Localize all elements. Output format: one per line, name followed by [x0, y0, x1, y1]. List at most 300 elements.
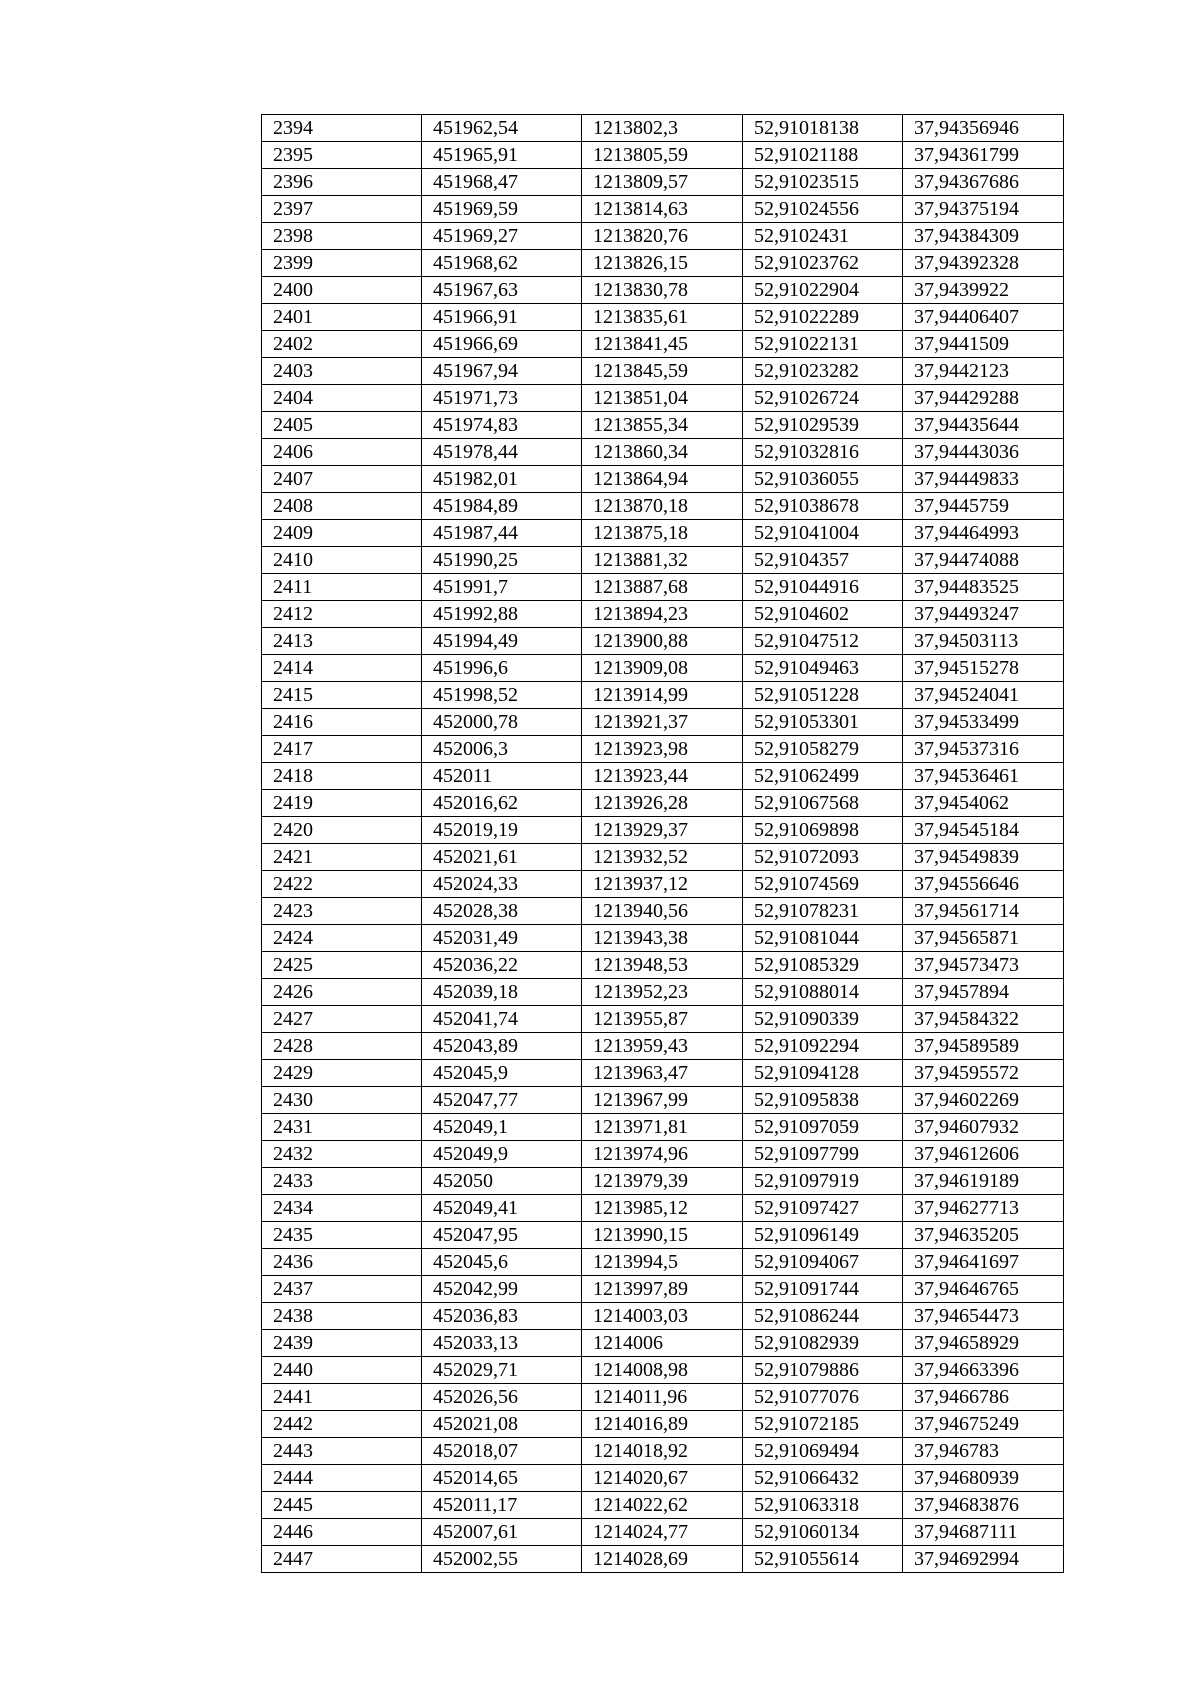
latitude-cell: 52,91053301 [743, 709, 903, 736]
longitude-cell: 37,94384309 [903, 223, 1064, 250]
longitude-cell: 37,94515278 [903, 655, 1064, 682]
table-row [262, 817, 1064, 844]
point-number-cell: 2446 [262, 1519, 422, 1546]
longitude-cell: 37,94537316 [903, 736, 1064, 763]
point-number-cell: 2396 [262, 169, 422, 196]
latitude-cell: 52,91094128 [743, 1060, 903, 1087]
longitude-cell: 37,94565871 [903, 925, 1064, 952]
x-coordinate-cell: 452029,71 [422, 1357, 582, 1384]
x-coordinate-cell: 452045,6 [422, 1249, 582, 1276]
y-coordinate-cell: 1213955,87 [582, 1006, 743, 1033]
longitude-cell: 37,94556646 [903, 871, 1064, 898]
y-coordinate-cell: 1213909,08 [582, 655, 743, 682]
latitude-cell: 52,91096149 [743, 1222, 903, 1249]
y-coordinate-cell: 1213923,98 [582, 736, 743, 763]
table-row [262, 1384, 1064, 1411]
x-coordinate-cell: 452002,55 [422, 1546, 582, 1573]
latitude-cell: 52,91049463 [743, 655, 903, 682]
y-coordinate-cell: 1213894,23 [582, 601, 743, 628]
latitude-cell: 52,91091744 [743, 1276, 903, 1303]
table-row [262, 1276, 1064, 1303]
table-row [262, 790, 1064, 817]
longitude-cell: 37,94619189 [903, 1168, 1064, 1195]
point-number-cell: 2417 [262, 736, 422, 763]
y-coordinate-cell: 1213914,99 [582, 682, 743, 709]
point-number-cell: 2427 [262, 1006, 422, 1033]
x-coordinate-cell: 451992,88 [422, 601, 582, 628]
x-coordinate-cell: 452016,62 [422, 790, 582, 817]
y-coordinate-cell: 1213809,57 [582, 169, 743, 196]
point-number-cell: 2394 [262, 115, 422, 142]
latitude-cell: 52,91029539 [743, 412, 903, 439]
y-coordinate-cell: 1213929,37 [582, 817, 743, 844]
point-number-cell: 2397 [262, 196, 422, 223]
y-coordinate-cell: 1213974,96 [582, 1141, 743, 1168]
x-coordinate-cell: 452049,1 [422, 1114, 582, 1141]
table-row [262, 1195, 1064, 1222]
longitude-cell: 37,94687111 [903, 1519, 1064, 1546]
latitude-cell: 52,91060134 [743, 1519, 903, 1546]
y-coordinate-cell: 1214011,96 [582, 1384, 743, 1411]
y-coordinate-cell: 1213979,39 [582, 1168, 743, 1195]
latitude-cell: 52,91078231 [743, 898, 903, 925]
y-coordinate-cell: 1213940,56 [582, 898, 743, 925]
longitude-cell: 37,94658929 [903, 1330, 1064, 1357]
x-coordinate-cell: 452049,41 [422, 1195, 582, 1222]
y-coordinate-cell: 1213887,68 [582, 574, 743, 601]
latitude-cell: 52,91041004 [743, 520, 903, 547]
x-coordinate-cell: 452049,9 [422, 1141, 582, 1168]
y-coordinate-cell: 1213923,44 [582, 763, 743, 790]
longitude-cell: 37,94549839 [903, 844, 1064, 871]
table-row [262, 1492, 1064, 1519]
table-row [262, 1006, 1064, 1033]
latitude-cell: 52,91062499 [743, 763, 903, 790]
latitude-cell: 52,91058279 [743, 736, 903, 763]
x-coordinate-cell: 451987,44 [422, 520, 582, 547]
latitude-cell: 52,91097059 [743, 1114, 903, 1141]
x-coordinate-cell: 452028,38 [422, 898, 582, 925]
y-coordinate-cell: 1213932,52 [582, 844, 743, 871]
x-coordinate-cell: 452043,89 [422, 1033, 582, 1060]
x-coordinate-cell: 452021,61 [422, 844, 582, 871]
table-row [262, 898, 1064, 925]
x-coordinate-cell: 452019,19 [422, 817, 582, 844]
point-number-cell: 2400 [262, 277, 422, 304]
table-row [262, 1438, 1064, 1465]
longitude-cell: 37,9442123 [903, 358, 1064, 385]
x-coordinate-cell: 452036,83 [422, 1303, 582, 1330]
point-number-cell: 2414 [262, 655, 422, 682]
point-number-cell: 2442 [262, 1411, 422, 1438]
point-number-cell: 2412 [262, 601, 422, 628]
table-row [262, 250, 1064, 277]
x-coordinate-cell: 452041,74 [422, 1006, 582, 1033]
latitude-cell: 52,9104602 [743, 601, 903, 628]
longitude-cell: 37,94406407 [903, 304, 1064, 331]
point-number-cell: 2443 [262, 1438, 422, 1465]
x-coordinate-cell: 451967,94 [422, 358, 582, 385]
x-coordinate-cell: 452018,07 [422, 1438, 582, 1465]
y-coordinate-cell: 1213967,99 [582, 1087, 743, 1114]
longitude-cell: 37,94435644 [903, 412, 1064, 439]
table-row [262, 574, 1064, 601]
longitude-cell: 37,94533499 [903, 709, 1064, 736]
point-number-cell: 2416 [262, 709, 422, 736]
longitude-cell: 37,94429288 [903, 385, 1064, 412]
latitude-cell: 52,91024556 [743, 196, 903, 223]
point-number-cell: 2432 [262, 1141, 422, 1168]
y-coordinate-cell: 1213997,89 [582, 1276, 743, 1303]
latitude-cell: 52,91023762 [743, 250, 903, 277]
x-coordinate-cell: 451966,69 [422, 331, 582, 358]
latitude-cell: 52,91023282 [743, 358, 903, 385]
x-coordinate-cell: 451968,47 [422, 169, 582, 196]
longitude-cell: 37,94545184 [903, 817, 1064, 844]
table-row [262, 196, 1064, 223]
y-coordinate-cell: 1213952,23 [582, 979, 743, 1006]
table-row [262, 1303, 1064, 1330]
table-row [262, 1519, 1064, 1546]
y-coordinate-cell: 1213814,63 [582, 196, 743, 223]
y-coordinate-cell: 1214016,89 [582, 1411, 743, 1438]
x-coordinate-cell: 451994,49 [422, 628, 582, 655]
table-row [262, 385, 1064, 412]
table-row [262, 223, 1064, 250]
table-row [262, 601, 1064, 628]
y-coordinate-cell: 1213990,15 [582, 1222, 743, 1249]
y-coordinate-cell: 1214003,03 [582, 1303, 743, 1330]
y-coordinate-cell: 1213860,34 [582, 439, 743, 466]
y-coordinate-cell: 1213851,04 [582, 385, 743, 412]
y-coordinate-cell: 1213926,28 [582, 790, 743, 817]
x-coordinate-cell: 452026,56 [422, 1384, 582, 1411]
longitude-cell: 37,94641697 [903, 1249, 1064, 1276]
coordinates-table-body [262, 115, 1064, 1573]
y-coordinate-cell: 1213971,81 [582, 1114, 743, 1141]
y-coordinate-cell: 1213900,88 [582, 628, 743, 655]
y-coordinate-cell: 1214024,77 [582, 1519, 743, 1546]
x-coordinate-cell: 452024,33 [422, 871, 582, 898]
x-coordinate-cell: 451996,6 [422, 655, 582, 682]
table-row [262, 682, 1064, 709]
x-coordinate-cell: 452047,77 [422, 1087, 582, 1114]
y-coordinate-cell: 1213820,76 [582, 223, 743, 250]
latitude-cell: 52,91063318 [743, 1492, 903, 1519]
point-number-cell: 2401 [262, 304, 422, 331]
point-number-cell: 2406 [262, 439, 422, 466]
latitude-cell: 52,91079886 [743, 1357, 903, 1384]
longitude-cell: 37,94561714 [903, 898, 1064, 925]
point-number-cell: 2423 [262, 898, 422, 925]
table-row [262, 1222, 1064, 1249]
table-row [262, 277, 1064, 304]
longitude-cell: 37,94524041 [903, 682, 1064, 709]
table-row [262, 493, 1064, 520]
point-number-cell: 2444 [262, 1465, 422, 1492]
table-row [262, 304, 1064, 331]
longitude-cell: 37,94503113 [903, 628, 1064, 655]
point-number-cell: 2445 [262, 1492, 422, 1519]
y-coordinate-cell: 1213845,59 [582, 358, 743, 385]
table-row [262, 925, 1064, 952]
longitude-cell: 37,94464993 [903, 520, 1064, 547]
latitude-cell: 52,91022904 [743, 277, 903, 304]
point-number-cell: 2402 [262, 331, 422, 358]
point-number-cell: 2431 [262, 1114, 422, 1141]
longitude-cell: 37,94612606 [903, 1141, 1064, 1168]
x-coordinate-cell: 451990,25 [422, 547, 582, 574]
longitude-cell: 37,94680939 [903, 1465, 1064, 1492]
longitude-cell: 37,94443036 [903, 439, 1064, 466]
point-number-cell: 2440 [262, 1357, 422, 1384]
latitude-cell: 52,91023515 [743, 169, 903, 196]
latitude-cell: 52,91022289 [743, 304, 903, 331]
longitude-cell: 37,94602269 [903, 1087, 1064, 1114]
x-coordinate-cell: 452007,61 [422, 1519, 582, 1546]
point-number-cell: 2410 [262, 547, 422, 574]
longitude-cell: 37,94663396 [903, 1357, 1064, 1384]
longitude-cell: 37,94607932 [903, 1114, 1064, 1141]
table-row [262, 763, 1064, 790]
y-coordinate-cell: 1213921,37 [582, 709, 743, 736]
y-coordinate-cell: 1213826,15 [582, 250, 743, 277]
longitude-cell: 37,94635205 [903, 1222, 1064, 1249]
coordinates-table [261, 114, 1064, 1573]
latitude-cell: 52,91036055 [743, 466, 903, 493]
latitude-cell: 52,91026724 [743, 385, 903, 412]
longitude-cell: 37,94589589 [903, 1033, 1064, 1060]
y-coordinate-cell: 1213943,38 [582, 925, 743, 952]
latitude-cell: 52,91069494 [743, 1438, 903, 1465]
x-coordinate-cell: 451965,91 [422, 142, 582, 169]
longitude-cell: 37,9457894 [903, 979, 1064, 1006]
x-coordinate-cell: 452042,99 [422, 1276, 582, 1303]
table-row [262, 655, 1064, 682]
point-number-cell: 2425 [262, 952, 422, 979]
table-row [262, 1087, 1064, 1114]
x-coordinate-cell: 451967,63 [422, 277, 582, 304]
table-row [262, 142, 1064, 169]
y-coordinate-cell: 1213948,53 [582, 952, 743, 979]
longitude-cell: 37,9445759 [903, 493, 1064, 520]
x-coordinate-cell: 451969,59 [422, 196, 582, 223]
latitude-cell: 52,91072093 [743, 844, 903, 871]
table-row [262, 358, 1064, 385]
table-row [262, 1465, 1064, 1492]
y-coordinate-cell: 1214020,67 [582, 1465, 743, 1492]
y-coordinate-cell: 1213841,45 [582, 331, 743, 358]
longitude-cell: 37,94654473 [903, 1303, 1064, 1330]
longitude-cell: 37,94595572 [903, 1060, 1064, 1087]
y-coordinate-cell: 1213864,94 [582, 466, 743, 493]
latitude-cell: 52,91081044 [743, 925, 903, 952]
latitude-cell: 52,91090339 [743, 1006, 903, 1033]
longitude-cell: 37,94367686 [903, 169, 1064, 196]
table-row [262, 547, 1064, 574]
point-number-cell: 2395 [262, 142, 422, 169]
latitude-cell: 52,91022131 [743, 331, 903, 358]
point-number-cell: 2441 [262, 1384, 422, 1411]
latitude-cell: 52,91018138 [743, 115, 903, 142]
table-row [262, 169, 1064, 196]
y-coordinate-cell: 1213870,18 [582, 493, 743, 520]
table-row [262, 844, 1064, 871]
longitude-cell: 37,94356946 [903, 115, 1064, 142]
x-coordinate-cell: 451971,73 [422, 385, 582, 412]
table-row [262, 331, 1064, 358]
longitude-cell: 37,94584322 [903, 1006, 1064, 1033]
table-row [262, 952, 1064, 979]
longitude-cell: 37,94675249 [903, 1411, 1064, 1438]
longitude-cell: 37,94627713 [903, 1195, 1064, 1222]
point-number-cell: 2422 [262, 871, 422, 898]
latitude-cell: 52,91074569 [743, 871, 903, 898]
point-number-cell: 2434 [262, 1195, 422, 1222]
y-coordinate-cell: 1213830,78 [582, 277, 743, 304]
x-coordinate-cell: 451974,83 [422, 412, 582, 439]
point-number-cell: 2421 [262, 844, 422, 871]
longitude-cell: 37,94573473 [903, 952, 1064, 979]
point-number-cell: 2447 [262, 1546, 422, 1573]
x-coordinate-cell: 452047,95 [422, 1222, 582, 1249]
x-coordinate-cell: 452045,9 [422, 1060, 582, 1087]
x-coordinate-cell: 451978,44 [422, 439, 582, 466]
longitude-cell: 37,94483525 [903, 574, 1064, 601]
point-number-cell: 2435 [262, 1222, 422, 1249]
y-coordinate-cell: 1214006 [582, 1330, 743, 1357]
y-coordinate-cell: 1213959,43 [582, 1033, 743, 1060]
latitude-cell: 52,91021188 [743, 142, 903, 169]
point-number-cell: 2419 [262, 790, 422, 817]
x-coordinate-cell: 451962,54 [422, 115, 582, 142]
latitude-cell: 52,91095838 [743, 1087, 903, 1114]
point-number-cell: 2407 [262, 466, 422, 493]
longitude-cell: 37,94375194 [903, 196, 1064, 223]
y-coordinate-cell: 1214018,92 [582, 1438, 743, 1465]
longitude-cell: 37,94449833 [903, 466, 1064, 493]
y-coordinate-cell: 1213802,3 [582, 115, 743, 142]
point-number-cell: 2433 [262, 1168, 422, 1195]
latitude-cell: 52,91086244 [743, 1303, 903, 1330]
x-coordinate-cell: 451998,52 [422, 682, 582, 709]
point-number-cell: 2418 [262, 763, 422, 790]
table-row [262, 1141, 1064, 1168]
point-number-cell: 2426 [262, 979, 422, 1006]
longitude-cell: 37,94392328 [903, 250, 1064, 277]
y-coordinate-cell: 1214008,98 [582, 1357, 743, 1384]
latitude-cell: 52,91092294 [743, 1033, 903, 1060]
y-coordinate-cell: 1213994,5 [582, 1249, 743, 1276]
point-number-cell: 2404 [262, 385, 422, 412]
table-row [262, 466, 1064, 493]
table-row [262, 1357, 1064, 1384]
latitude-cell: 52,91097427 [743, 1195, 903, 1222]
latitude-cell: 52,91066432 [743, 1465, 903, 1492]
longitude-cell: 37,94536461 [903, 763, 1064, 790]
point-number-cell: 2429 [262, 1060, 422, 1087]
longitude-cell: 37,94474088 [903, 547, 1064, 574]
latitude-cell: 52,91088014 [743, 979, 903, 1006]
table-row [262, 1249, 1064, 1276]
latitude-cell: 52,91097919 [743, 1168, 903, 1195]
point-number-cell: 2428 [262, 1033, 422, 1060]
table-row [262, 736, 1064, 763]
x-coordinate-cell: 452033,13 [422, 1330, 582, 1357]
longitude-cell: 37,9454062 [903, 790, 1064, 817]
table-row [262, 1033, 1064, 1060]
longitude-cell: 37,9466786 [903, 1384, 1064, 1411]
latitude-cell: 52,91051228 [743, 682, 903, 709]
point-number-cell: 2438 [262, 1303, 422, 1330]
table-row [262, 979, 1064, 1006]
longitude-cell: 37,94493247 [903, 601, 1064, 628]
x-coordinate-cell: 451984,89 [422, 493, 582, 520]
point-number-cell: 2420 [262, 817, 422, 844]
y-coordinate-cell: 1213881,32 [582, 547, 743, 574]
y-coordinate-cell: 1213963,47 [582, 1060, 743, 1087]
x-coordinate-cell: 452050 [422, 1168, 582, 1195]
latitude-cell: 52,91067568 [743, 790, 903, 817]
latitude-cell: 52,91097799 [743, 1141, 903, 1168]
table-row [262, 709, 1064, 736]
longitude-cell: 37,94361799 [903, 142, 1064, 169]
x-coordinate-cell: 452031,49 [422, 925, 582, 952]
latitude-cell: 52,91094067 [743, 1249, 903, 1276]
y-coordinate-cell: 1214022,62 [582, 1492, 743, 1519]
table-row [262, 871, 1064, 898]
table-row [262, 1168, 1064, 1195]
x-coordinate-cell: 451982,01 [422, 466, 582, 493]
latitude-cell: 52,91038678 [743, 493, 903, 520]
latitude-cell: 52,91032816 [743, 439, 903, 466]
y-coordinate-cell: 1213937,12 [582, 871, 743, 898]
x-coordinate-cell: 452011 [422, 763, 582, 790]
point-number-cell: 2405 [262, 412, 422, 439]
table-row [262, 1411, 1064, 1438]
y-coordinate-cell: 1213835,61 [582, 304, 743, 331]
table-row [262, 1546, 1064, 1573]
latitude-cell: 52,91085329 [743, 952, 903, 979]
x-coordinate-cell: 452036,22 [422, 952, 582, 979]
x-coordinate-cell: 452011,17 [422, 1492, 582, 1519]
y-coordinate-cell: 1213985,12 [582, 1195, 743, 1222]
point-number-cell: 2439 [262, 1330, 422, 1357]
x-coordinate-cell: 451966,91 [422, 304, 582, 331]
x-coordinate-cell: 451991,7 [422, 574, 582, 601]
x-coordinate-cell: 452039,18 [422, 979, 582, 1006]
point-number-cell: 2399 [262, 250, 422, 277]
latitude-cell: 52,91047512 [743, 628, 903, 655]
x-coordinate-cell: 452021,08 [422, 1411, 582, 1438]
x-coordinate-cell: 452000,78 [422, 709, 582, 736]
latitude-cell: 52,91082939 [743, 1330, 903, 1357]
table-row [262, 1060, 1064, 1087]
table-row [262, 439, 1064, 466]
point-number-cell: 2403 [262, 358, 422, 385]
table-row [262, 1114, 1064, 1141]
x-coordinate-cell: 451968,62 [422, 250, 582, 277]
point-number-cell: 2437 [262, 1276, 422, 1303]
y-coordinate-cell: 1213875,18 [582, 520, 743, 547]
longitude-cell: 37,946783 [903, 1438, 1064, 1465]
longitude-cell: 37,9441509 [903, 331, 1064, 358]
point-number-cell: 2436 [262, 1249, 422, 1276]
y-coordinate-cell: 1213805,59 [582, 142, 743, 169]
longitude-cell: 37,94683876 [903, 1492, 1064, 1519]
table-row [262, 520, 1064, 547]
latitude-cell: 52,9104357 [743, 547, 903, 574]
